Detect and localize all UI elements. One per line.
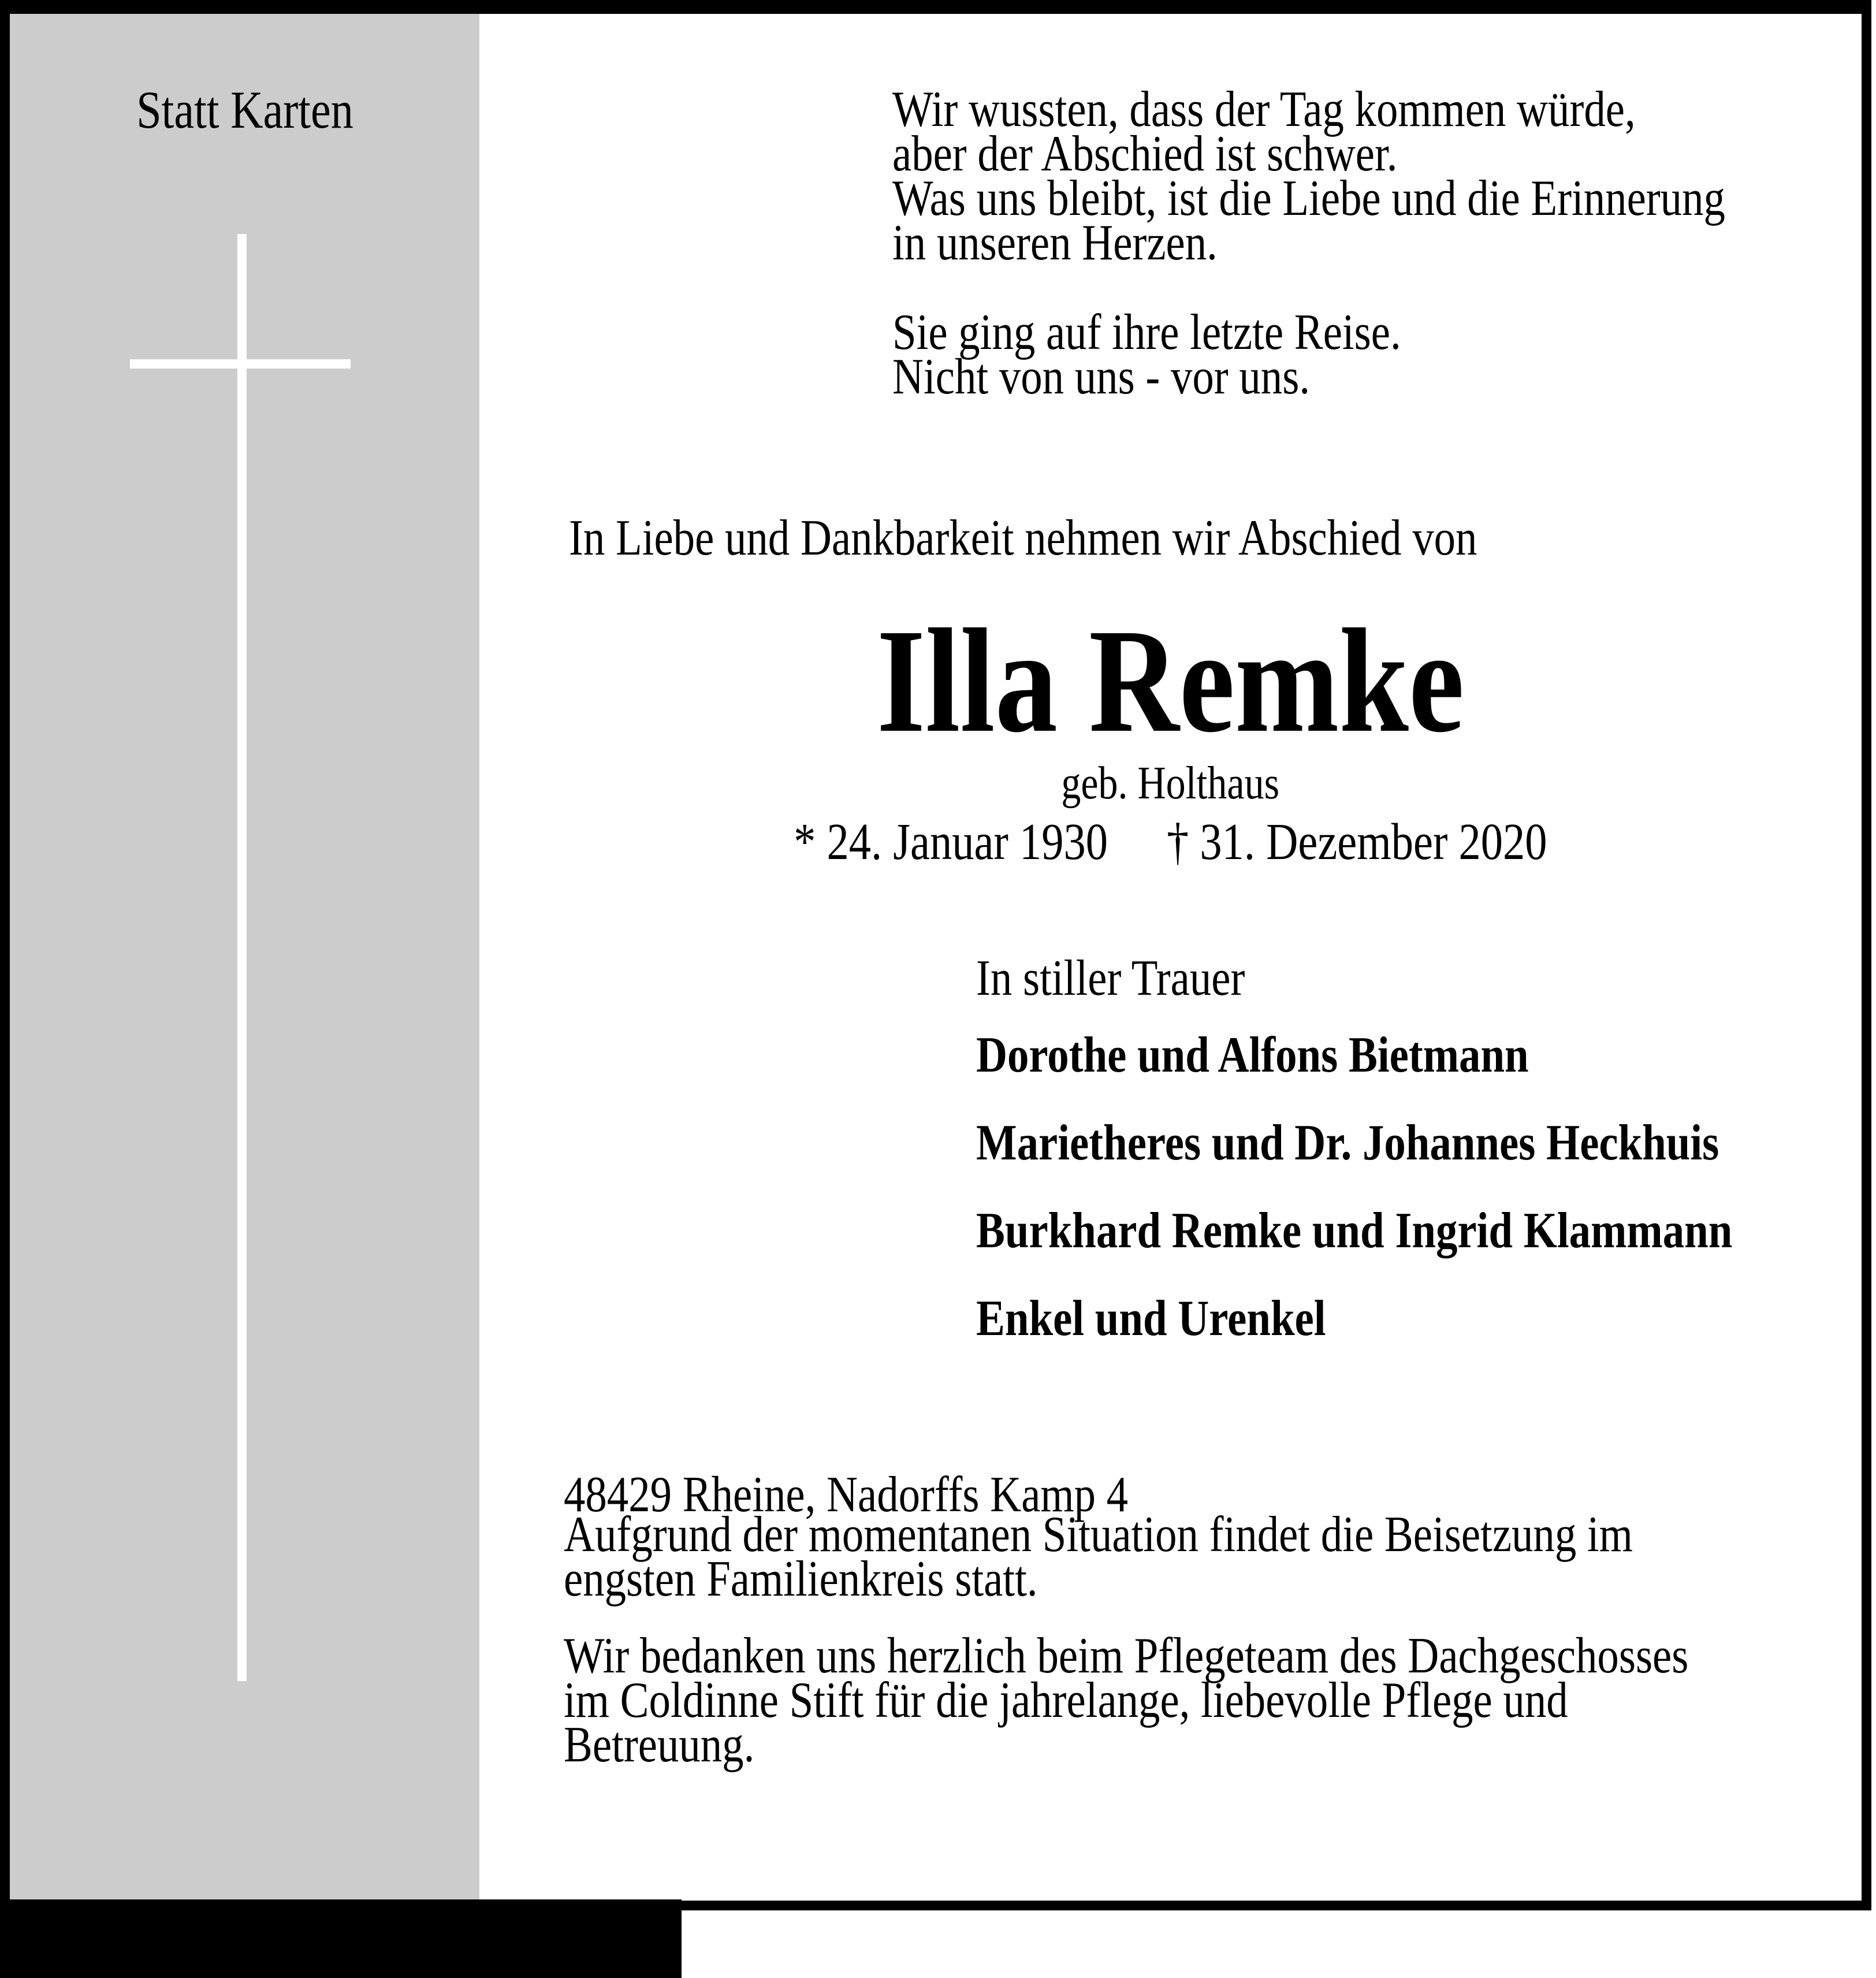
thanks-note: [564, 1628, 1689, 1773]
statt-karten-label: [10, 80, 479, 139]
mourning-heading: In stiller Trauer: [976, 950, 1245, 1006]
cross-stem: [237, 234, 247, 1681]
cross-bar: [130, 359, 351, 369]
journey-verse: [892, 304, 1401, 405]
thanks-note-line: im Coldinne Stift für die jahrelange, liebevolle Pflege und: [564, 1672, 1568, 1728]
funeral-note-line: engsten Familienkreis statt.: [564, 1551, 1038, 1607]
life-dates: [794, 813, 1547, 871]
funeral-note: [564, 1507, 1633, 1607]
opening-verse: [892, 81, 1725, 271]
verse-line: in unseren Herzen.: [892, 215, 1218, 271]
thanks-note-line: Wir bedanken uns herzlich beim Pflegeteam des Dachgeschosses: [564, 1628, 1689, 1684]
deceased-name: Illa Remke: [876, 598, 1465, 763]
birth-date: * 24. Januar 1930: [794, 813, 1108, 871]
life-dates-row: [479, 813, 1862, 871]
maiden-name: geb. Holthaus: [1061, 758, 1280, 809]
intro-line: In Liebe und Dankbarkeit nehmen wir Abschied von: [569, 510, 1477, 566]
mourner-name: Enkel und Urenkel: [976, 1291, 1326, 1347]
deceased-name-row: [479, 598, 1862, 763]
funeral-note-line: Aufgrund der momentanen Situation findet die Beisetzung im: [564, 1507, 1633, 1563]
verse-line: Wir wussten, dass der Tag kommen würde,: [892, 81, 1636, 137]
mourners-list: [976, 1027, 1733, 1384]
thanks-note-line: Betreuung.: [564, 1717, 755, 1773]
statt-karten-text: Statt Karten: [136, 80, 353, 139]
verse-line: aber der Abschied ist schwer.: [892, 126, 1398, 182]
mourner-name: Dorothe und Alfons Bietmann: [976, 1027, 1529, 1083]
bottom-left-black-block: [0, 1899, 682, 1978]
verse-line: Nicht von uns - vor uns.: [892, 349, 1311, 405]
death-date: † 31. Dezember 2020: [1167, 813, 1547, 871]
maiden-name-row: [479, 758, 1862, 809]
verse-line: Was uns bleibt, ist die Liebe und die Erinnerung: [892, 170, 1725, 226]
mourner-name: Burkhard Remke und Ingrid Klammann: [976, 1203, 1733, 1259]
mourner-name: Marietheres und Dr. Johannes Heckhuis: [976, 1115, 1719, 1171]
verse-line: Sie ging auf ihre letzte Reise.: [892, 304, 1401, 360]
address-line: 48429 Rheine, Nadorffs Kamp 4: [564, 1467, 1129, 1523]
